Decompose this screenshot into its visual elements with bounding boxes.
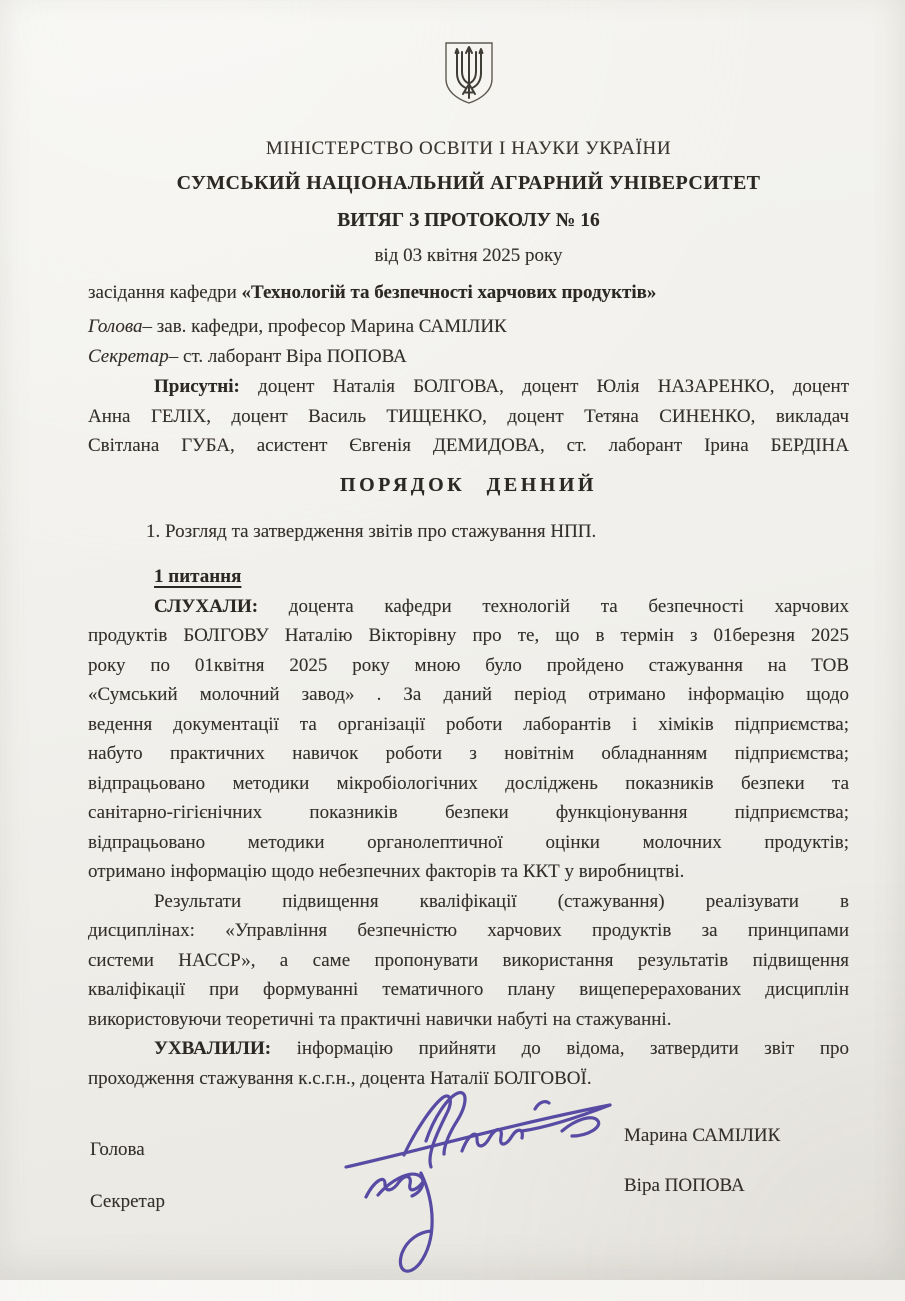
- secretary-role-label: Секретар: [88, 346, 169, 367]
- text-line: дисциплінах: «Управління безпечністю харчових продуктів за принципами: [88, 920, 849, 941]
- secretary-line: [88, 342, 849, 372]
- meeting-department: «Технологій та безпечності харчових продуктів»: [241, 282, 657, 303]
- heard-paragraph: [88, 592, 849, 887]
- text-line: санітарно-гігієнічних показників безпеки функціонування підприємства;: [88, 802, 849, 823]
- head-line: [88, 312, 849, 342]
- signature-head-name: Марина САМІЛИК: [624, 1125, 781, 1146]
- university-heading: СУМСЬКИЙ НАЦІОНАЛЬНИЙ АГРАРНИЙ УНІВЕРСИТЕТ: [176, 172, 761, 194]
- text-line: відпрацьовано методики мікробіологічних досліджень показників безпеки та: [88, 772, 849, 794]
- text-line: [88, 372, 849, 402]
- head-role-label: Голова: [88, 316, 143, 337]
- attendees-paragraph: [88, 372, 849, 461]
- text-line: Анна ГЕЛІХ, доцент Василь ТИЩЕНКО, доцент Тетяна СИНЕНКО, викладач: [88, 405, 849, 427]
- document-title: ВИТЯГ З ПРОТОКОЛУ № 16: [337, 210, 600, 231]
- attendees-label: Присутні:: [154, 376, 240, 397]
- text-line: кваліфікації при формуванні тематичного плану вищеперерахованих дисциплін: [88, 979, 849, 1000]
- agenda-item: 1. Розгляд та затвердження звітів про стажування НПП.: [146, 520, 597, 542]
- text-line: набуто практичних навичок роботи з новітнім обладнанням підприємства;: [88, 743, 849, 764]
- meeting-prefix: засідання кафедри: [88, 282, 237, 303]
- text-line: проходження стажування к.с.г.н., доцента Наталії БОЛГОВОЇ.: [88, 1067, 592, 1089]
- emblem-container: [88, 40, 849, 111]
- question-heading: [88, 562, 849, 591]
- text-line: системи НАССР», а саме пропонувати використання результатів підвищення: [88, 949, 849, 971]
- text-run: доцент Наталія БОЛГОВА, доцент Юлія НАЗАРЕНКО, доцент: [258, 376, 849, 397]
- text-line: відпрацьовано методики органолептичної оцінки молочних продуктів;: [88, 831, 849, 853]
- ukraine-trident-emblem-icon: [443, 40, 495, 106]
- text-line: Результати підвищення кваліфікації (стажування) реалізувати в: [154, 890, 849, 912]
- text-run: інформацію прийняти до відома, затвердити звіт про: [296, 1038, 850, 1059]
- resolved-label: УХВАЛИЛИ:: [154, 1038, 272, 1059]
- secretary-role-rest: – ст. лаборант Віра ПОПОВА: [168, 346, 407, 367]
- results-paragraph: [88, 887, 849, 1035]
- text-line: Світлана ГУБА, асистент Євгенія ДЕМИДОВА, ст. лаборант Ірина БЕРДІНА: [88, 435, 849, 456]
- text-line: продуктів БОЛГОВУ Наталію Вікторівну про те, що в термін з 01березня 2025: [88, 625, 849, 646]
- text-line: використовуючи теоретичні та практичні навички набуті на стажуванні.: [88, 1008, 672, 1030]
- question-heading-text: 1 питання: [154, 565, 242, 587]
- signature-secretary-role: Секретар: [90, 1191, 165, 1212]
- text-line: року по 01квітня 2025 року мною було пройдено стажування на ТОВ: [88, 654, 849, 676]
- text-line: [88, 1034, 849, 1064]
- agenda-heading: ПОРЯДОК ДЕННИЙ: [340, 473, 597, 496]
- head-role-rest: – зав. кафедри, професор Марина САМІЛИК: [142, 316, 507, 337]
- meeting-line: [88, 279, 849, 307]
- text-line: отримано інформацію щодо небезпечних факторів та ККТ у виробництві.: [88, 861, 685, 882]
- text-line: «Сумський молочний завод» . За даний період отримано інформацію щодо: [88, 684, 849, 705]
- signature-head-role: Голова: [90, 1139, 145, 1160]
- text-line: [88, 592, 849, 622]
- document-date: від 03 квітня 2025 року: [374, 245, 563, 266]
- heard-label: СЛУХАЛИ:: [154, 595, 259, 617]
- signature-secretary-name: Віра ПОПОВА: [624, 1175, 745, 1196]
- ministry-heading: МІНІСТЕРСТВО ОСВІТИ І НАУКИ УКРАЇНИ: [265, 138, 672, 159]
- text-run: доцента кафедри технологій та безпечності харчових: [288, 595, 849, 617]
- officers-block: [88, 312, 849, 372]
- text-line: ведення документації та організації роботи лаборантів і хіміків підприємства;: [88, 713, 849, 735]
- resolved-paragraph: [88, 1034, 849, 1093]
- signature-block: [88, 1101, 849, 1301]
